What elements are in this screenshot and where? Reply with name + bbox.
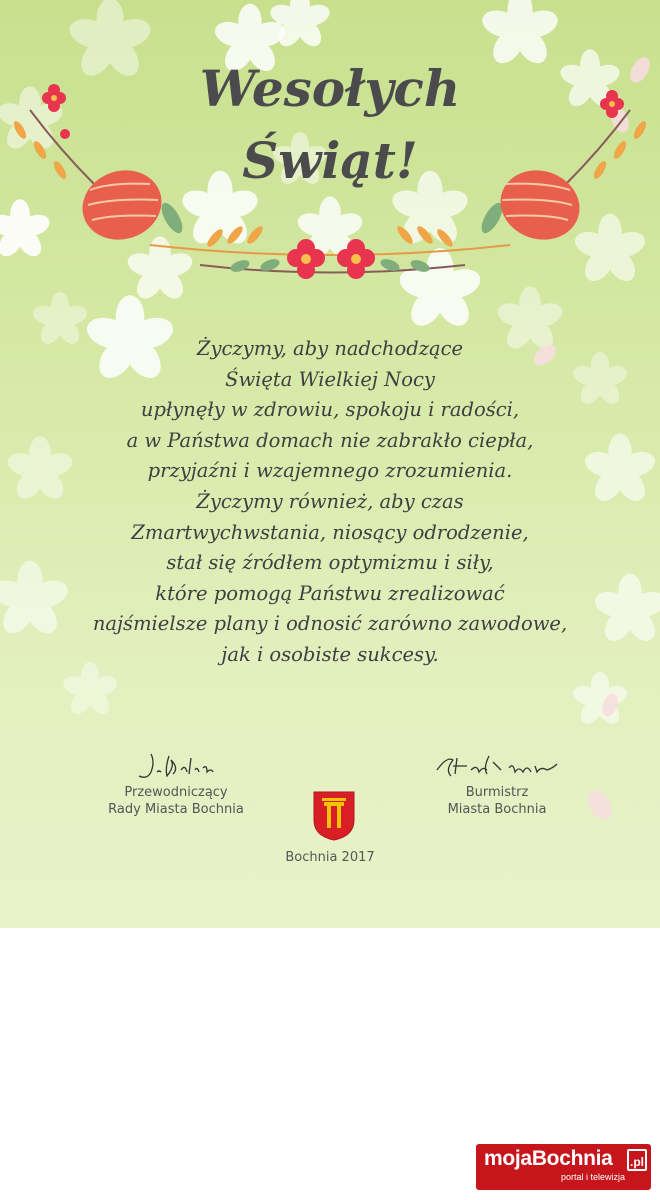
crest-icon	[312, 790, 356, 842]
chairman-council: Rady Miasta Bochnia	[108, 802, 244, 817]
message-line: Życzymy również, aby czas	[196, 489, 464, 513]
logo-text: mojaBochnia	[484, 1147, 613, 1170]
message-line: Święta Wielkiej Nocy	[225, 367, 435, 391]
footer-year: Bochnia 2017	[285, 850, 375, 865]
signature-chairman	[121, 748, 231, 782]
message-line: Zmartwychwstania, niosący odrodzenie,	[131, 520, 529, 544]
message-line: stał się źródłem optymizmu i siły,	[166, 551, 494, 575]
message-line: które pomogą Państwu zrealizować	[155, 581, 505, 605]
logo-tagline: portal i telewizja	[560, 1172, 625, 1182]
message-line: najśmielsze plany i odnosić zarówno zawodowe,	[92, 612, 568, 636]
greeting-title-line2: Świąt!	[242, 131, 418, 190]
signature-mayor	[427, 748, 567, 782]
mayor-city: Miasta Bochnia	[447, 802, 547, 817]
greeting-title-line1: Wesołych	[199, 59, 461, 118]
chairman-title: Przewodniczący	[124, 785, 228, 800]
greeting-message	[40, 334, 620, 671]
logo-suffix: .pl	[627, 1149, 647, 1171]
message-line: przyjaźni i wzajemnego zrozumienia.	[147, 459, 513, 483]
signature-block-mayor	[387, 748, 607, 818]
message-line: jak i osobiste sukcesy.	[221, 642, 439, 666]
message-line: upłynęły w zdrowiu, spokoju i radości,	[140, 398, 520, 422]
site-logo[interactable]	[476, 1144, 651, 1190]
message-line: a w Państwa domach nie zabrakło ciepła,	[126, 428, 534, 452]
message-line: Życzymy, aby nadchodzące	[196, 337, 464, 360]
mayor-title: Burmistrz	[465, 785, 529, 800]
signature-block-chairman	[66, 748, 286, 818]
